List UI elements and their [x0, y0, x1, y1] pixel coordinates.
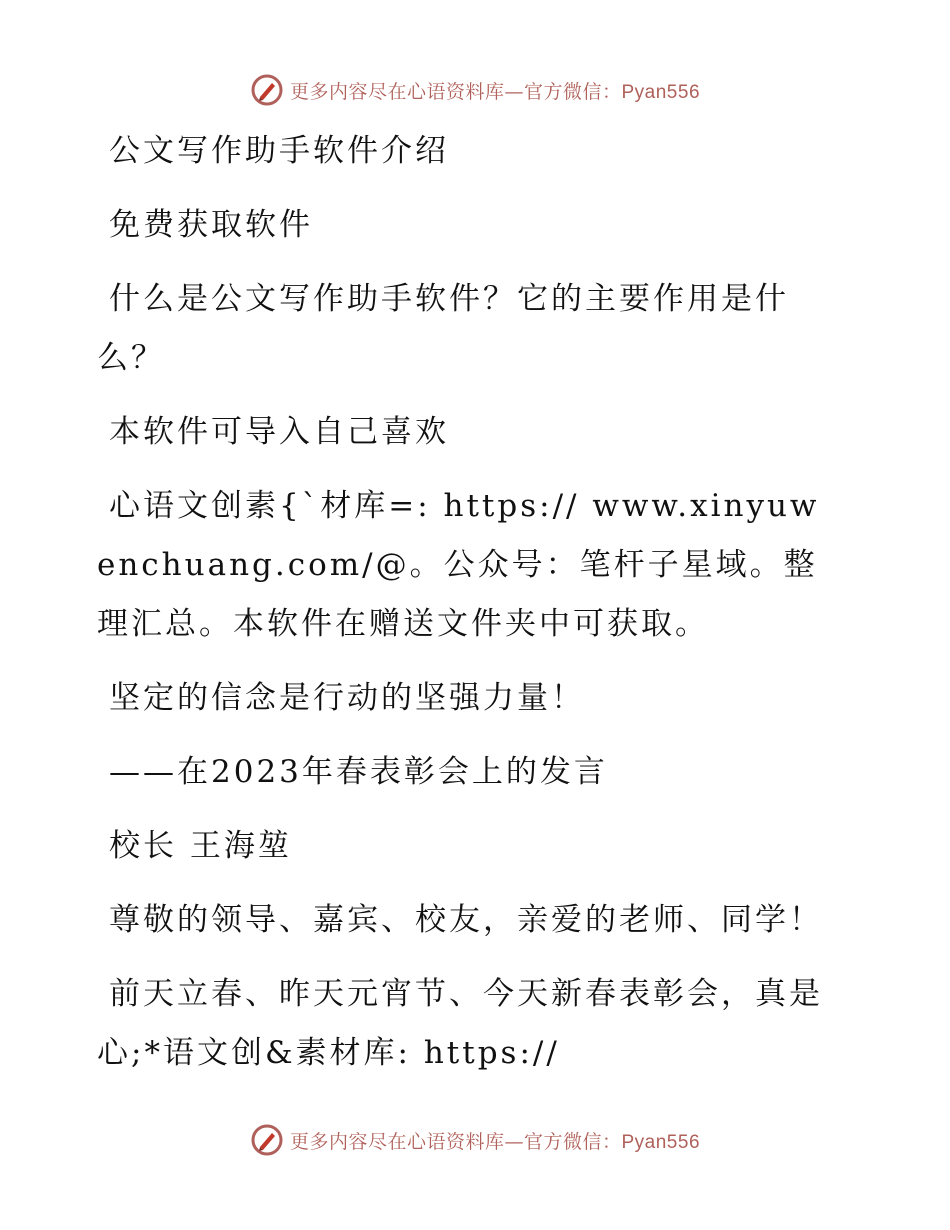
footer-watermark-banner: [0, 1120, 950, 1160]
doc-paragraph: 什么是公文写作助手软件？它的主要作用是什么？: [97, 281, 789, 376]
speech-greeting: 尊敬的领导、嘉宾、校友，亲爱的老师、同学！: [109, 902, 823, 938]
doc-paragraph: 本软件可导入自己喜欢: [109, 414, 449, 450]
footer-banner-text: 更多内容尽在心语资料库—官方微信：Pyan556: [289, 1130, 701, 1153]
header-watermark-banner: [0, 70, 950, 110]
speech-title: 坚定的信念是行动的坚强力量！: [109, 680, 585, 716]
speech-subtitle: ——在2023年春表彰会上的发言: [109, 754, 608, 790]
doc-paragraph: 心语文创素{`材库=: https:// www.xinyuwenchuang.com/@。公众号：笔杆子星域。整理汇总。本软件在赠送文件夹中可获取。: [97, 488, 820, 642]
doc-title: 公文写作助手软件介绍: [109, 133, 449, 169]
header-banner-text: 更多内容尽在心语资料库—官方微信：Pyan556: [289, 80, 701, 103]
pen-logo-icon: [250, 1123, 284, 1157]
document-body: [97, 122, 837, 1098]
speech-paragraph: 前天立春、昨天元宵节、今天新春表彰会，真是心;*语文创&素材库: https://: [97, 976, 823, 1071]
speaker-name: 校长 王海堃: [109, 828, 292, 864]
doc-paragraph: 免费获取软件: [109, 207, 313, 243]
pen-logo-icon: [250, 73, 284, 107]
